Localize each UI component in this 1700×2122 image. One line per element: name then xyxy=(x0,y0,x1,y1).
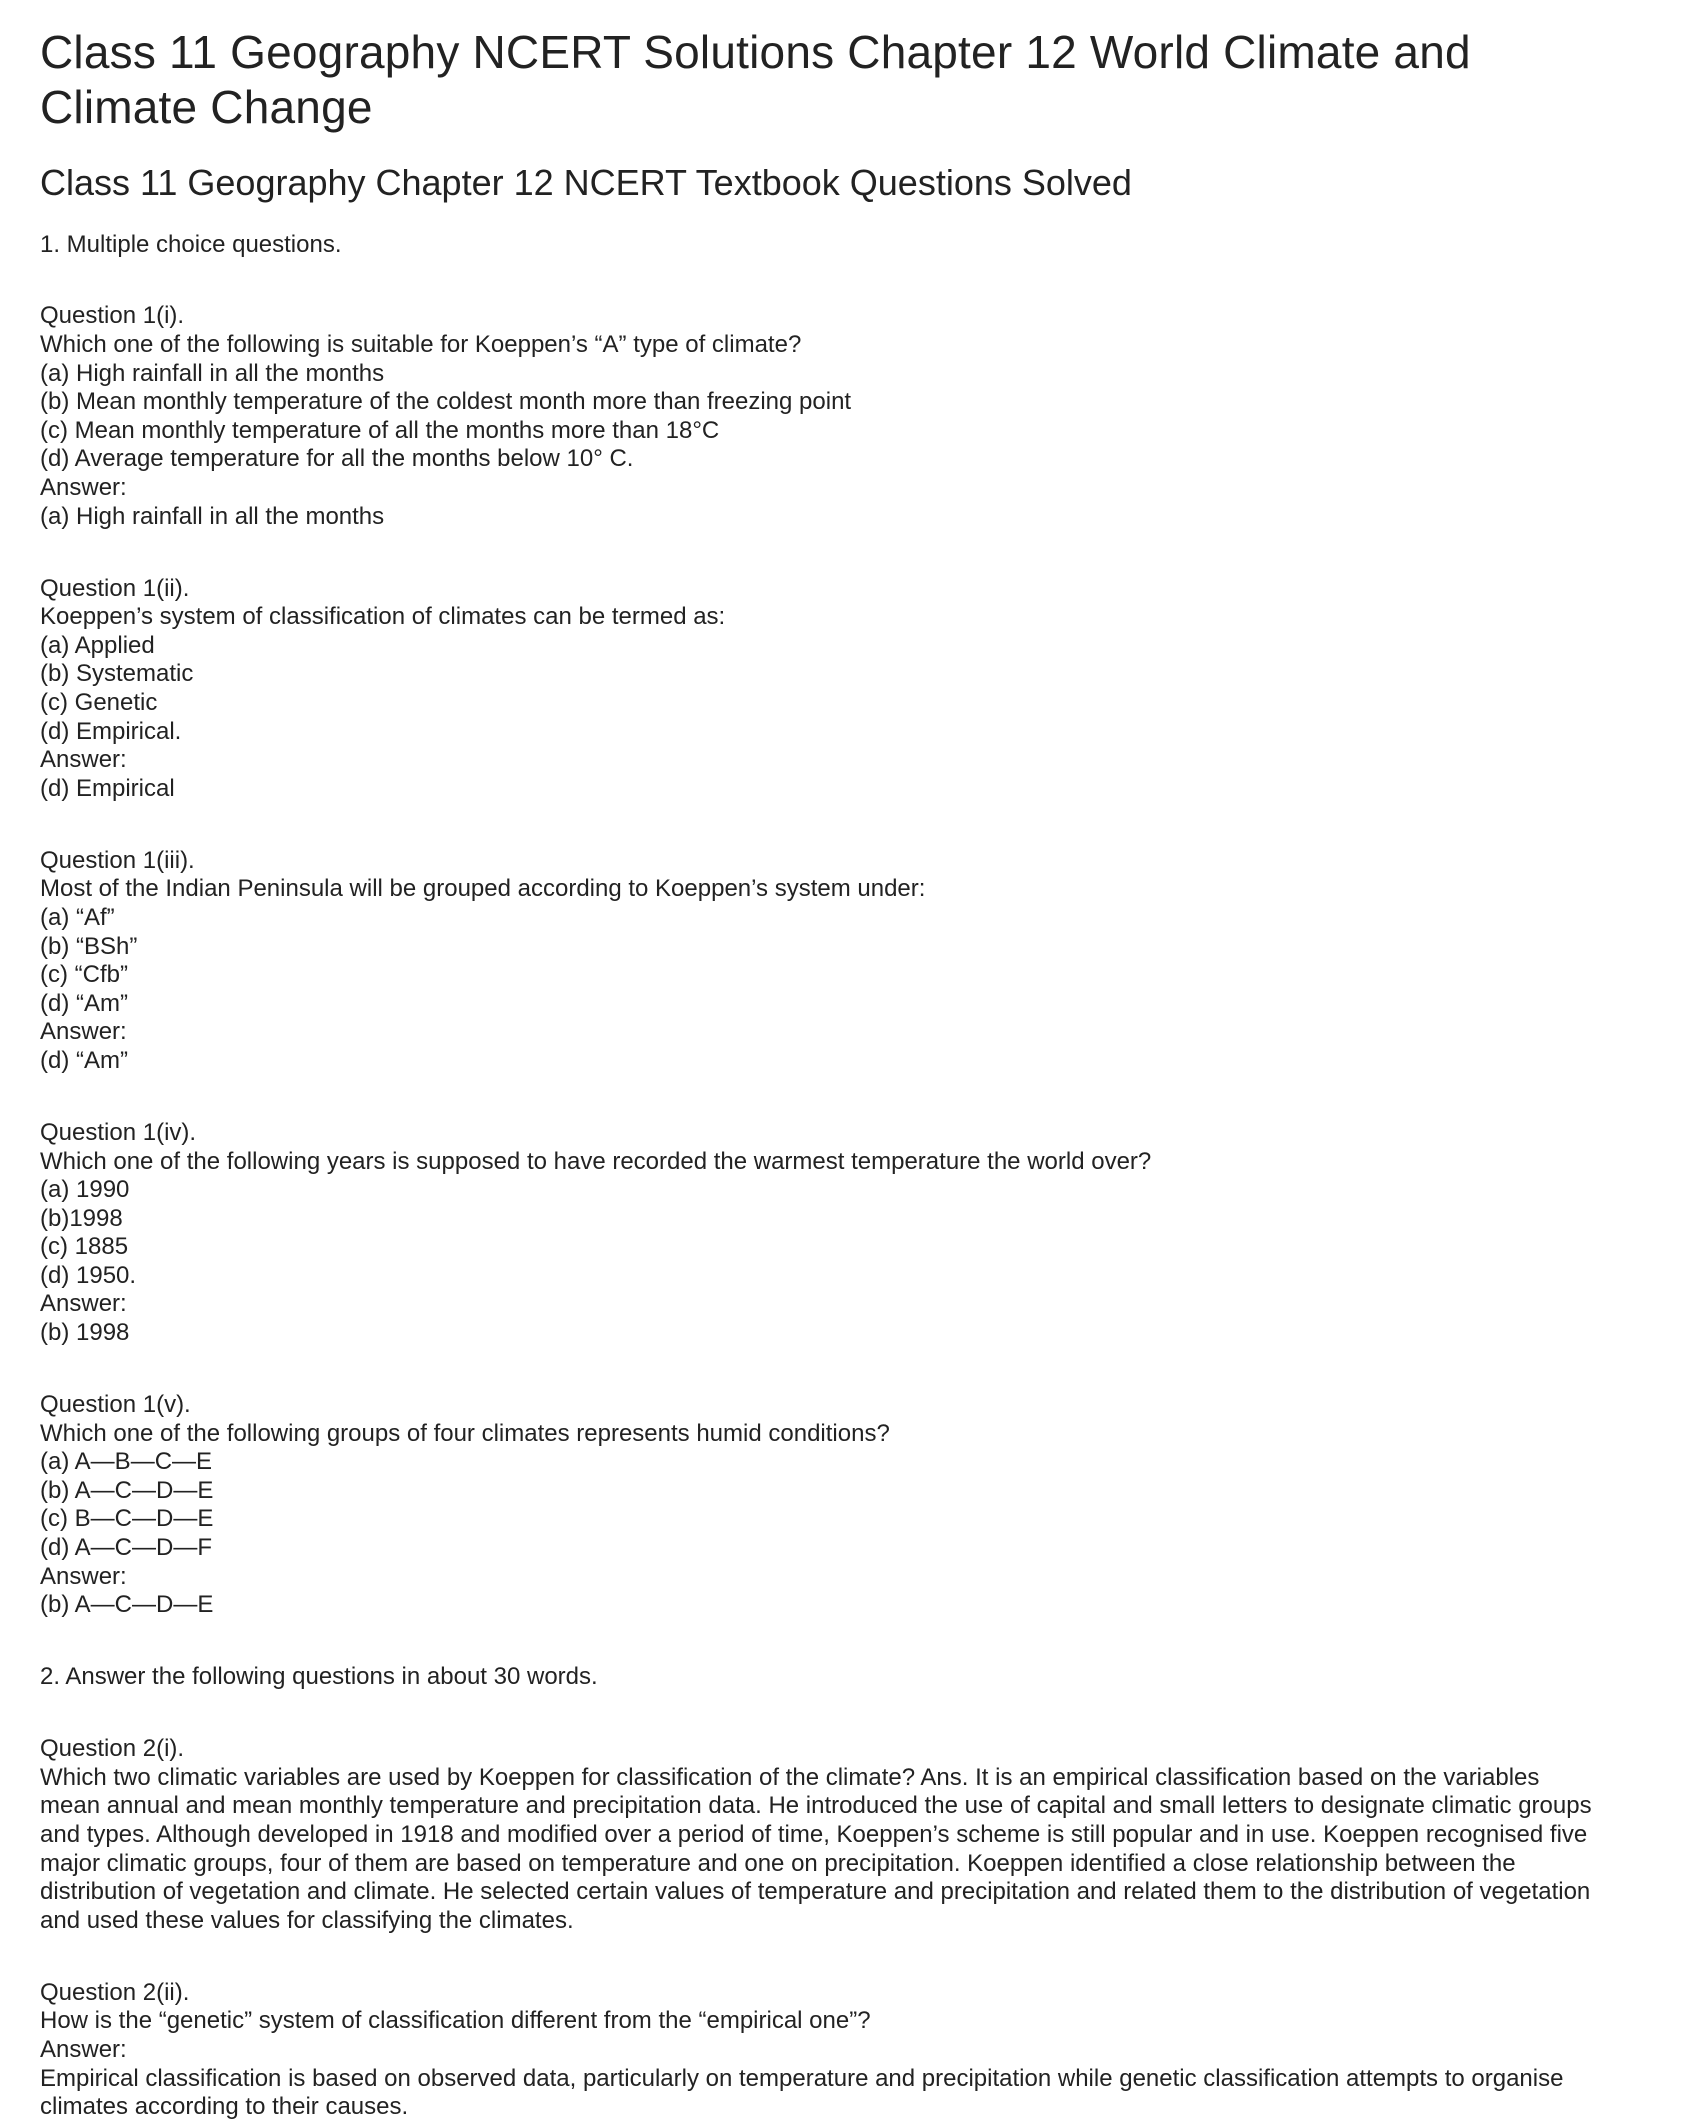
question-block xyxy=(40,302,1680,531)
answer-text-line: Empirical classification is based on observed data, particularly on temperature and precipitation while genetic classification attempts to organise xyxy=(40,2064,1564,2092)
option-d: (d) Empirical. xyxy=(40,717,182,745)
question-label: Question 1(v). xyxy=(40,1391,191,1419)
answer-text: (d) Empirical xyxy=(40,774,175,802)
answer-text: (d) “Am” xyxy=(40,1046,128,1074)
option-c: (c) 1885 xyxy=(40,1233,129,1261)
question-block xyxy=(40,1391,1680,1620)
question-block xyxy=(40,1119,1680,1348)
question-text: Which one of the following is suitable for Koeppen’s “A” type of climate? xyxy=(40,331,802,359)
question-label: Question 1(i). xyxy=(40,302,185,330)
question-label: Question 2(ii). xyxy=(40,1978,190,2006)
answer-label: Answer: xyxy=(40,1290,127,1318)
answer-label: Answer: xyxy=(40,1018,127,1046)
question-text: Which one of the following groups of four climates represents humid conditions? xyxy=(40,1419,890,1447)
page-subtitle: Class 11 Geography Chapter 12 NCERT Textbook Questions Solved xyxy=(40,161,1132,203)
question-label: Question 1(iii). xyxy=(40,846,195,874)
option-a: (a) “Af” xyxy=(40,903,115,931)
question-block xyxy=(40,847,1680,1076)
option-b: (b) A—C—D—E xyxy=(40,1476,214,1504)
answer-label: Answer: xyxy=(40,1562,127,1590)
option-b: (b) “BSh” xyxy=(40,932,138,960)
option-c: (c) Mean monthly temperature of all the months more than 18°C xyxy=(40,416,720,444)
question-text: How is the “genetic” system of classification different from the “empirical one”? xyxy=(40,2007,871,2035)
answer-text: (a) High rainfall in all the months xyxy=(40,502,385,530)
page-title xyxy=(40,25,1680,135)
page-title-line-2: Climate Change xyxy=(40,81,373,133)
answer-text-line: climates according to their causes. xyxy=(40,2093,409,2121)
question-block xyxy=(40,575,1680,804)
answer-label: Answer: xyxy=(40,746,127,774)
option-b: (b) Mean monthly temperature of the coldest month more than freezing point xyxy=(40,388,852,416)
question-block xyxy=(40,1735,1680,1935)
question-text: Which one of the following years is supposed to have recorded the warmest temperature the world over? xyxy=(40,1147,1152,1175)
question-text-line: and types. Although developed in 1918 and modified over a period of time, Koeppen’s scheme is still popular and in use. Koeppen recognised five xyxy=(40,1820,1588,1848)
option-d: (d) “Am” xyxy=(40,989,128,1017)
question-text: Most of the Indian Peninsula will be grouped according to Koeppen’s system under: xyxy=(40,875,926,903)
document-page xyxy=(40,25,1680,2122)
section-2-heading: 2. Answer the following questions in about 30 words. xyxy=(40,1663,598,1691)
option-d: (d) 1950. xyxy=(40,1261,137,1289)
option-a: (a) High rainfall in all the months xyxy=(40,359,385,387)
answer-text: (b) A—C—D—E xyxy=(40,1591,214,1619)
option-d: (d) Average temperature for all the months below 10° C. xyxy=(40,445,634,473)
question-text: Koeppen’s system of classification of climates can be termed as: xyxy=(40,603,726,631)
option-a: (a) 1990 xyxy=(40,1176,130,1204)
option-b: (b)1998 xyxy=(40,1204,123,1232)
question-text-line: major climatic groups, four of them are based on temperature and one on precipitation. Koeppen identified a close relationship between the xyxy=(40,1849,1516,1877)
question-label: Question 1(iv). xyxy=(40,1118,197,1146)
question-text-line: and used these values for classifying the climates. xyxy=(40,1906,574,1934)
option-b: (b) Systematic xyxy=(40,660,194,688)
question-text-line: mean annual and mean monthly temperature and precipitation data. He introduced the use of capital and small letters to designate climatic groups xyxy=(40,1792,1592,1820)
option-c: (c) Genetic xyxy=(40,689,158,716)
option-c: (c) “Cfb” xyxy=(40,961,128,989)
answer-label: Answer: xyxy=(40,2035,127,2063)
option-a: (a) A—B—C—E xyxy=(40,1448,213,1476)
answer-text: (b) 1998 xyxy=(40,1319,130,1347)
answer-label: Answer: xyxy=(40,474,127,502)
page-title-line-1: Class 11 Geography NCERT Solutions Chapter 12 World Climate and xyxy=(40,26,1471,78)
section-1-heading: 1. Multiple choice questions. xyxy=(40,230,342,258)
question-label: Question 1(ii). xyxy=(40,574,190,602)
option-d: (d) A—C—D—F xyxy=(40,1534,213,1562)
option-c: (c) B—C—D—E xyxy=(40,1505,214,1533)
question-label: Question 2(i). xyxy=(40,1735,185,1763)
option-a: (a) Applied xyxy=(40,631,155,659)
question-block xyxy=(40,1979,1680,2122)
question-text-line: Which two climatic variables are used by Koeppen for classification of the climate? Ans. It is an empirical classification based on the variables xyxy=(40,1763,1540,1791)
question-text-line: distribution of vegetation and climate. He selected certain values of temperature and precipitation and related them to the distribution of vegetation xyxy=(40,1878,1591,1906)
